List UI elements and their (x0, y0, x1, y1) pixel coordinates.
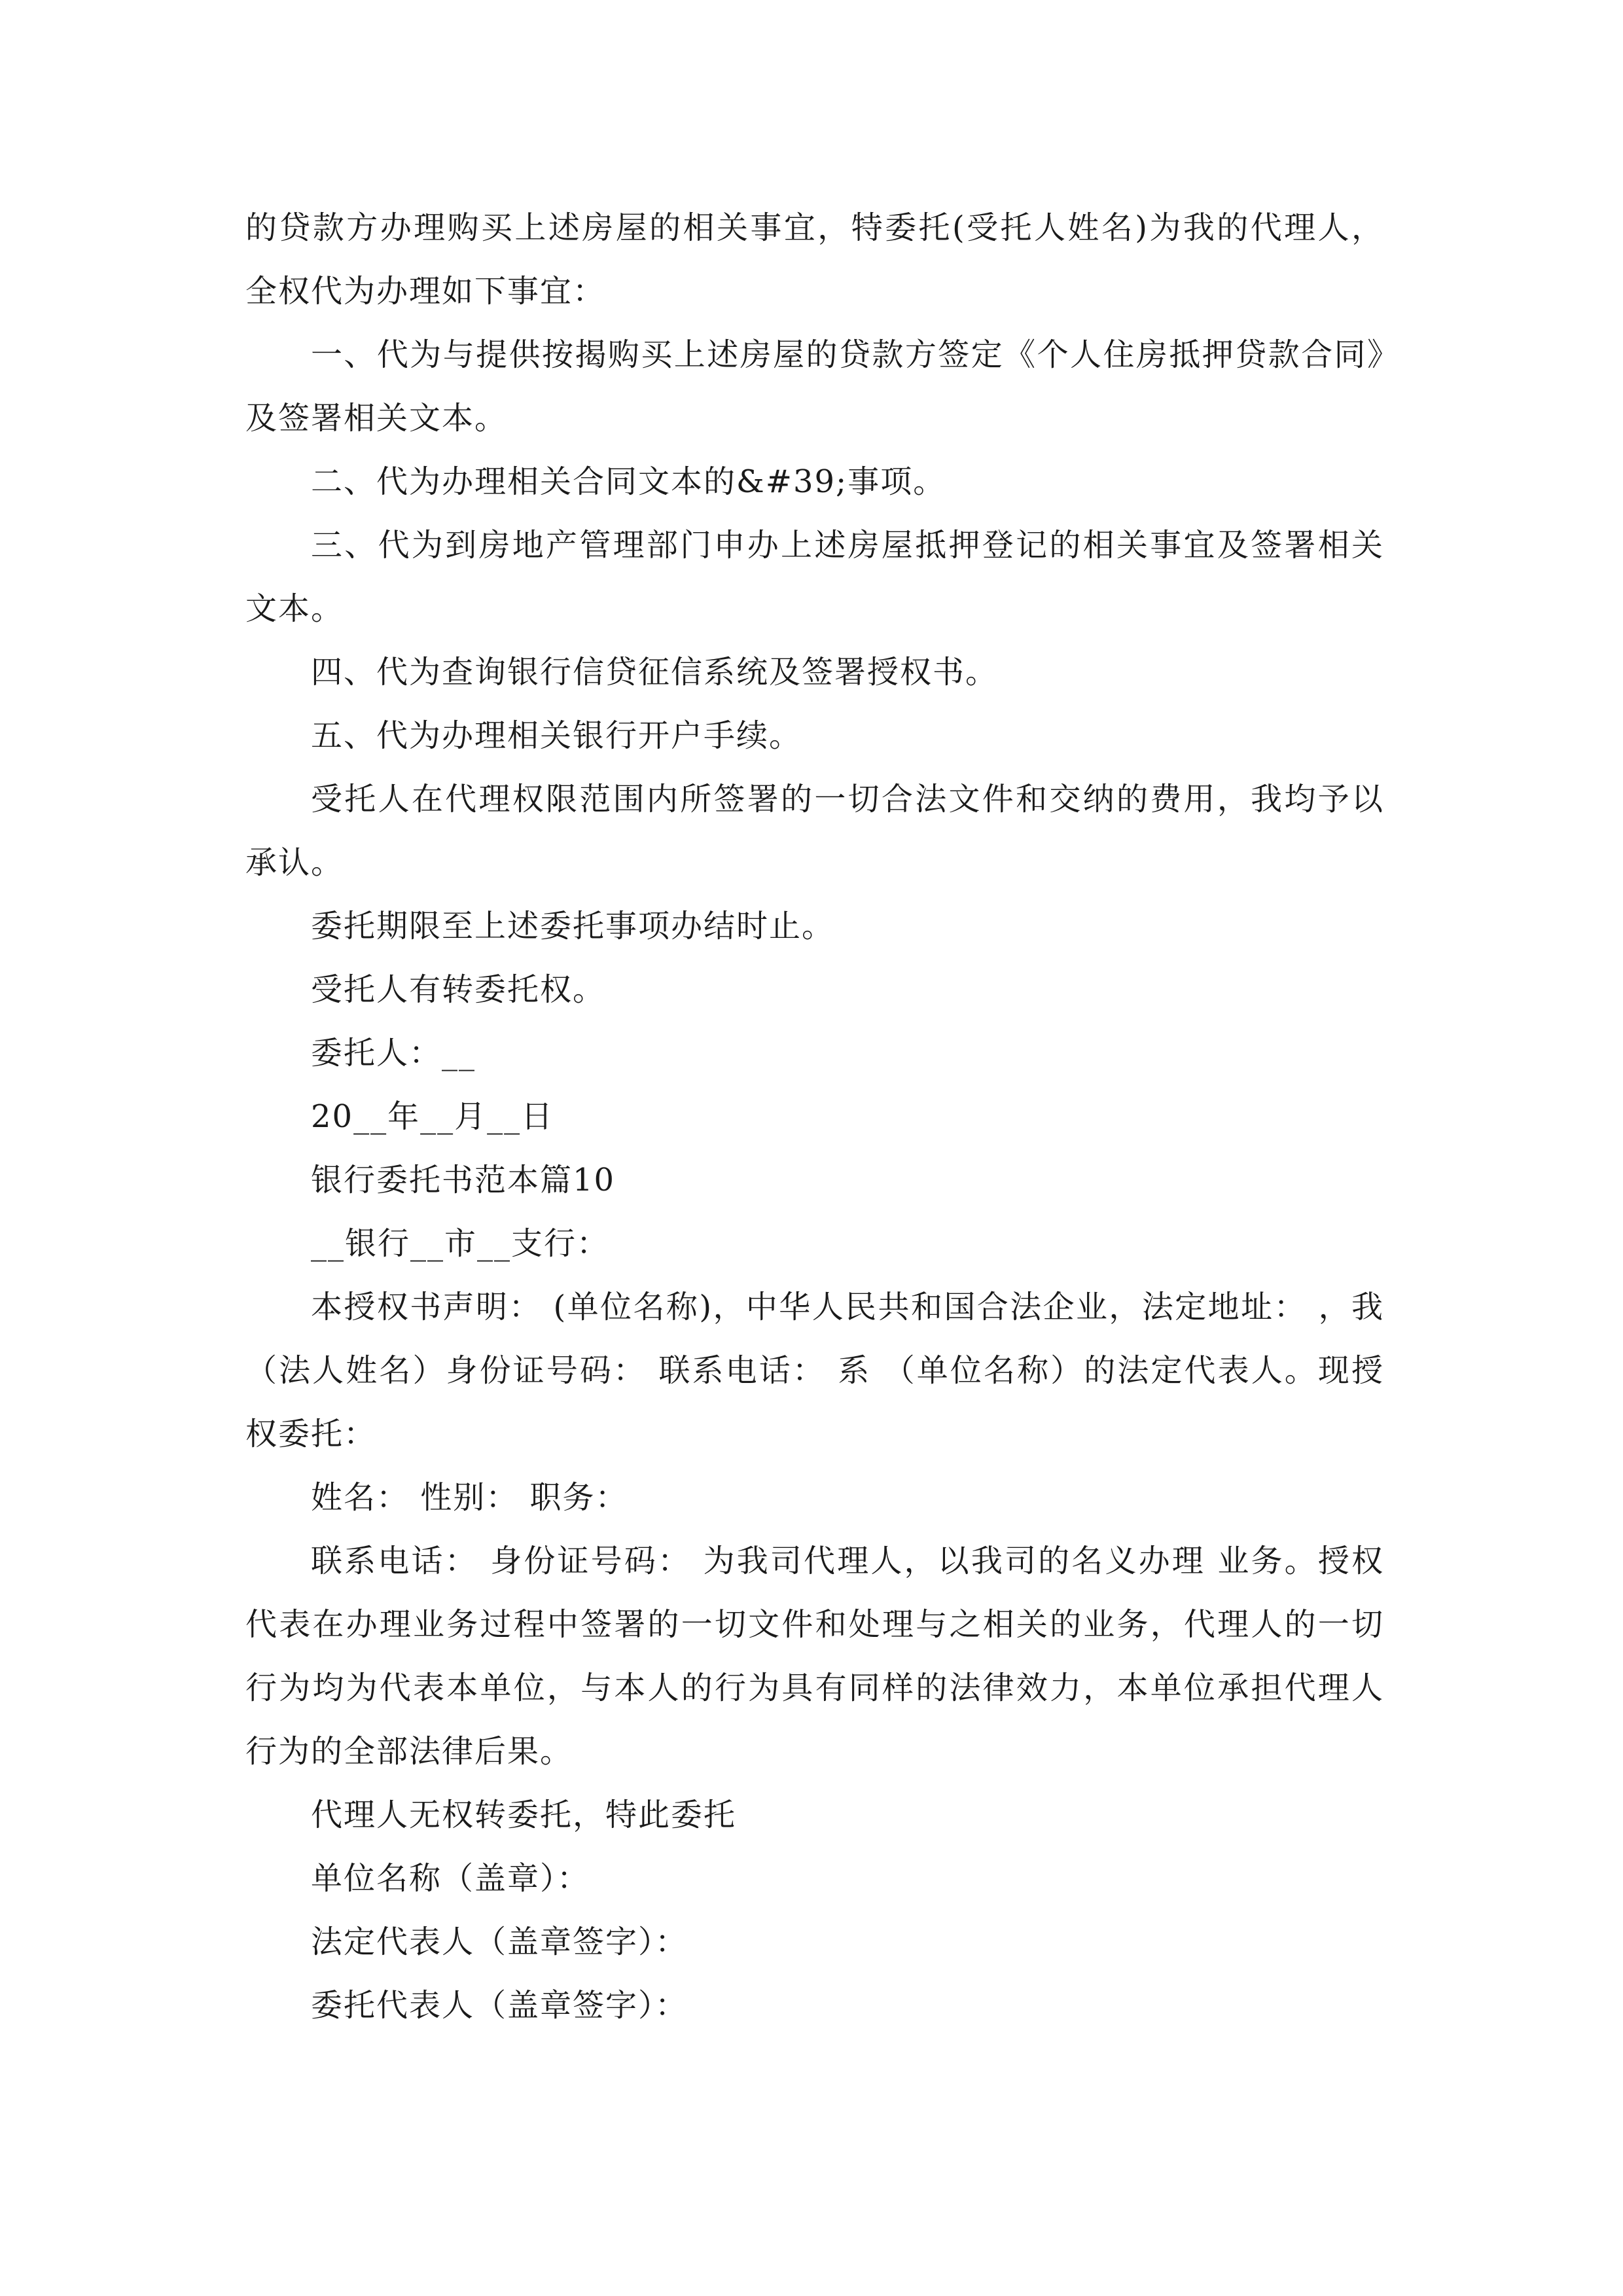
paragraph-2: 一、代为与提供按揭购买上述房屋的贷款方签定《个人住房抵押贷款合同》及签署相关文本。 (245, 336, 1384, 437)
signature-line-delegate: 委托代表人（盖章签字）： (311, 1987, 688, 2024)
signature-line-legal-rep: 法定代表人（盖章签字）： (311, 1924, 688, 1960)
paragraph-1: 的贷款方办理购买上述房屋的相关事宜，特委托(受托人姓名)为我的代理人，全权代为办理如下事宜： (245, 209, 1384, 310)
signature-line-unit: 单位名称（盖章）： (311, 1860, 590, 1897)
document-body (245, 196, 1384, 2037)
paragraph-7: 受托人在代理权限范围内所签署的一切合法文件和交纳的费用，我均予以承认。 (245, 781, 1384, 881)
paragraph-3: 二、代为办理相关合同文本的&#39;事项。 (311, 463, 946, 500)
paragraph-10: 委托人：__ (311, 1035, 476, 1071)
paragraph-13: __银行__市__支行： (311, 1225, 610, 1262)
paragraph-6: 五、代为办理相关银行开户手续。 (311, 717, 802, 754)
paragraph-16: 联系电话： 身份证号码： 为我司代理人，以我司的名义办理 业务。授权代表在办理业务过程中签署的一切文件和处理与之相关的业务，代理人的一切行为均为代表本单位，与本人的行为具有同样的法律效力，本单位承担代理人行为的全部法律后果。 (245, 1543, 1384, 1770)
section-heading: 银行委托书范本篇10 (311, 1162, 616, 1198)
paragraph-9: 受托人有转委托权。 (311, 971, 606, 1008)
paragraph-5: 四、代为查询银行信贷征信系统及签署授权书。 (311, 654, 999, 691)
paragraph-15: 姓名： 性别： 职务： (311, 1479, 628, 1516)
paragraph-4: 三、代为到房地产管理部门申办上述房屋抵押登记的相关事宜及签署相关文本。 (245, 527, 1384, 627)
paragraph-11: 20__年__月__日 (311, 1098, 554, 1135)
paragraph-8: 委托期限至上述委托事项办结时止。 (311, 908, 835, 944)
paragraph-14: 本授权书声明： (单位名称)，中华人民共和国合法企业，法定地址： ，我（法人姓名）身份证号码： 联系电话： 系 （单位名称）的法定代表人。现授权委托： (245, 1289, 1384, 1452)
paragraph-17: 代理人无权转委托，特此委托 (311, 1797, 737, 1833)
